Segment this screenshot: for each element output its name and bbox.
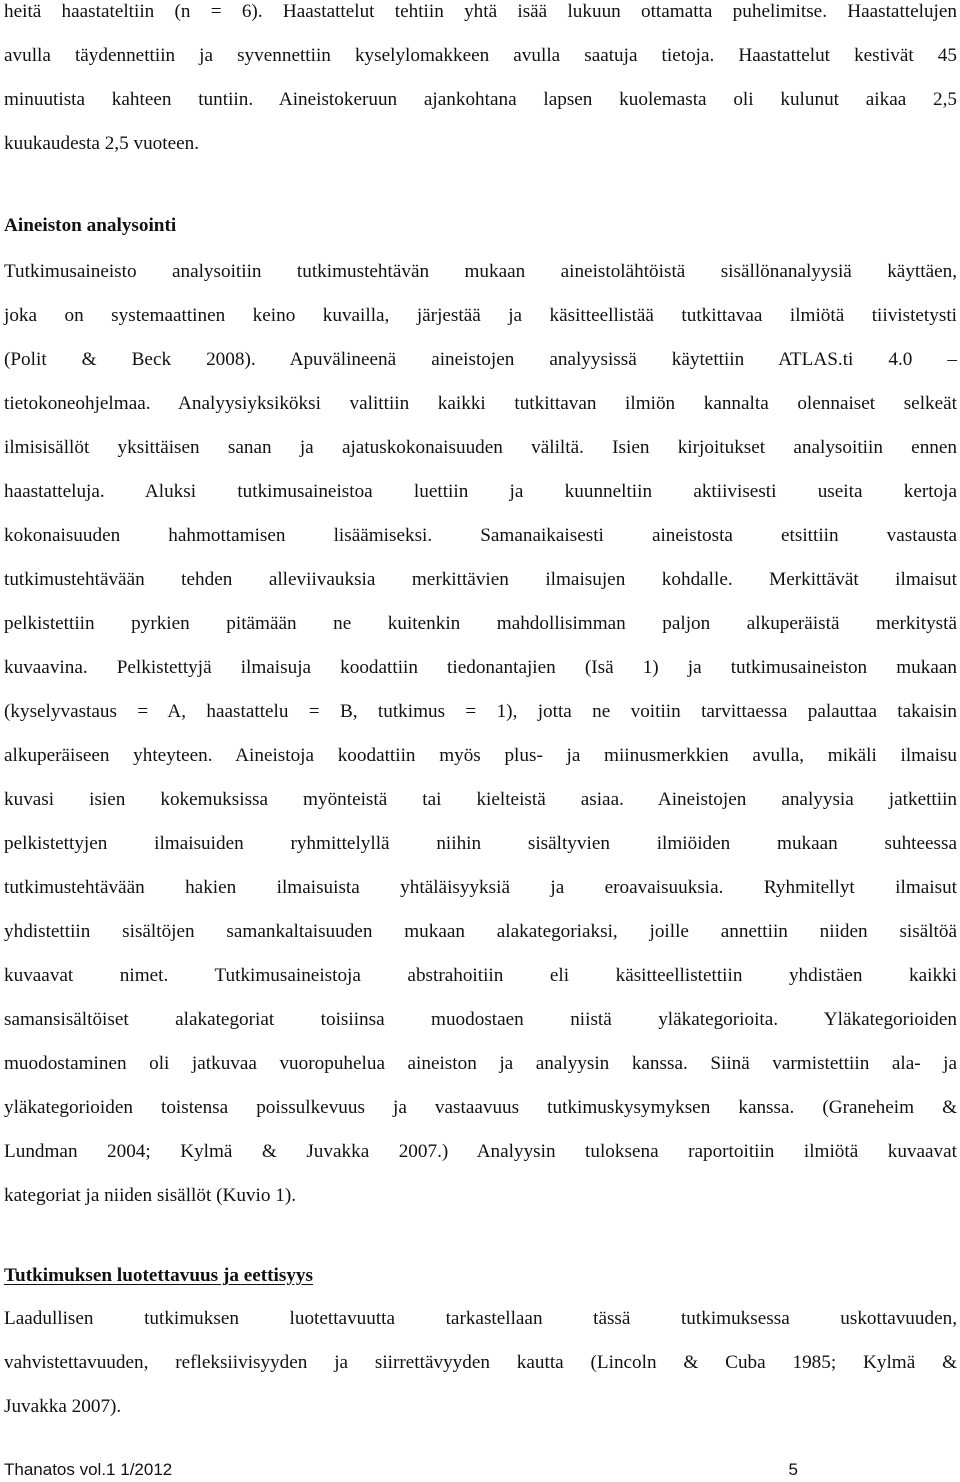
analysis-paragraph: [4, 250, 957, 1218]
section-heading-reliability: Tutkimuksen luotettavuus ja eettisyys: [4, 1265, 313, 1286]
page-number: 5: [788, 1460, 798, 1479]
text-line: tutkimustehtävään tehden alleviivauksia merkittävien ilmaisujen kohdalle. Merkittävät ilmaisut: [4, 569, 957, 590]
text-line: heitä haastateltiin (n = 6). Haastattelut tehtiin yhtä isää lukuun ottamatta puhelimitse. Haastattelujen: [4, 1, 957, 22]
text-line: (kyselyvastaus = A, haastattelu = B, tutkimus = 1), jotta ne voitiin tarvittaessa palauttaa takaisin: [4, 701, 957, 722]
intro-paragraph: [4, 0, 957, 166]
text-line: tutkimustehtävään hakien ilmaisuista yhtäläisyyksiä ja eroavaisuuksia. Ryhmitellyt ilmaisut: [4, 877, 957, 898]
text-line: tietokoneohjelmaa. Analyysiyksiköksi valittiin kaikki tutkittavan ilmiön kannalta olennaiset selkeät: [4, 393, 957, 414]
text-line: (Polit & Beck 2008). Apuvälineenä aineistojen analyysissä käytettiin ATLAS.ti 4.0 –: [4, 349, 957, 370]
text-line: Laadullisen tutkimuksen luotettavuutta tarkastellaan tässä tutkimuksessa uskottavuuden,: [4, 1308, 957, 1329]
text-line: pelkistettyjen ilmaisuiden ryhmittelyllä niihin sisältyvien ilmiöiden mukaan suhteessa: [4, 833, 957, 854]
section-heading-analysis: Aineiston analysointi: [4, 215, 177, 236]
text-line: Juvakka 2007).: [4, 1396, 122, 1417]
text-line: minuutista kahteen tuntiin. Aineistokeruun ajankohtana lapsen kuolemasta oli kulunut aikaa 2,5: [4, 89, 957, 110]
text-line: yläkategorioiden toistensa poissulkevuus ja vastaavuus tutkimuskysymyksen kanssa. (Graneheim &: [4, 1097, 957, 1118]
text-line: joka on systemaattinen keino kuvailla, järjestää ja käsitteellistää tutkittavaa ilmiötä tiivistetysti: [4, 305, 957, 326]
journal-issue: Thanatos vol.1 1/2012: [4, 1460, 173, 1479]
text-line: muodostaminen oli jatkuvaa vuoropuhelua aineiston ja analyysin kanssa. Siinä varmistettiin ala- ja: [4, 1053, 957, 1074]
text-line: haastatteluja. Aluksi tutkimusaineistoa luettiin ja kuunneltiin aktiivisesti useita kertoja: [4, 481, 957, 502]
text-line: yhdistettiin sisältöjen samankaltaisuuden mukaan alakategoriaksi, joille annettiin niiden sisältöä: [4, 921, 957, 942]
reliability-paragraph: [4, 1297, 957, 1429]
text-line: pelkistettiin pyrkien pitämään ne kuitenkin mahdollisimman paljon alkuperäistä merkitystä: [4, 613, 957, 634]
text-line: kuvaavina. Pelkistettyjä ilmaisuja koodattiin tiedonantajien (Isä 1) ja tutkimusaineiston mukaan: [4, 657, 957, 678]
text-line: kuvasi isien kokemuksissa myönteistä tai kielteistä asiaa. Aineistojen analyysia jatkettiin: [4, 789, 957, 810]
text-line: kategoriat ja niiden sisällöt (Kuvio 1).: [4, 1185, 297, 1206]
text-line: kokonaisuuden hahmottamisen lisäämiseksi. Samanaikaisesti aineistosta etsittiin vastausta: [4, 525, 957, 546]
text-line: kuvaavat nimet. Tutkimusaineistoja abstrahoitiin eli käsitteellistettiin yhdistäen kaikki: [4, 965, 957, 986]
text-line: samansisältöiset alakategoriat toisiinsa muodostaen niistä yläkategorioita. Yläkategorioiden: [4, 1009, 957, 1030]
text-line: Tutkimusaineisto analysoitiin tutkimustehtävän mukaan aineistolähtöistä sisällönanalyysiä käyttäen,: [4, 261, 957, 282]
page-footer: [4, 1458, 798, 1482]
text-line: vahvistettavuuden, refleksiivisyyden ja siirrettävyyden kautta (Lincoln & Cuba 1985; Kylmä &: [4, 1352, 957, 1373]
text-line: Lundman 2004; Kylmä & Juvakka 2007.) Analyysin tuloksena raportoitiin ilmiötä kuvaavat: [4, 1141, 957, 1162]
text-line: ilmisisällöt yksittäisen sanan ja ajatuskokonaisuuden väliltä. Isien kirjoitukset analysoitiin ennen: [4, 437, 957, 458]
text-line: alkuperäiseen yhteyteen. Aineistoja koodattiin myös plus- ja miinusmerkkien avulla, mikäli ilmaisu: [4, 745, 957, 766]
text-line: kuukaudesta 2,5 vuoteen.: [4, 133, 200, 154]
text-line: avulla täydennettiin ja syvennettiin kyselylomakkeen avulla saatuja tietoja. Haastattelut kestivät 45: [4, 45, 957, 66]
